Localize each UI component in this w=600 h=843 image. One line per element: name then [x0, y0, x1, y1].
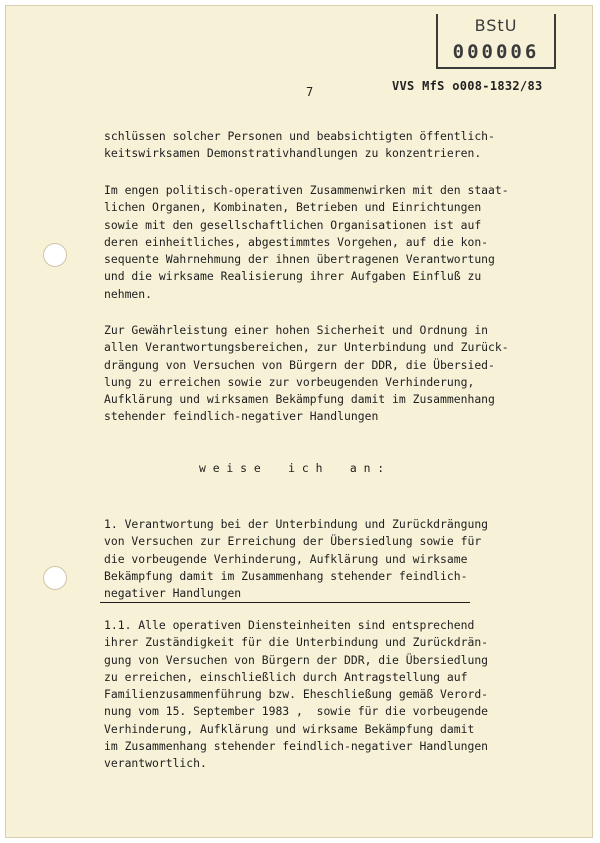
- archive-stamp: [436, 14, 556, 69]
- paragraph-2: Im engen politisch-operativen Zusammenwirken mit den staat- lichen Organen, Kombinaten, Betrieben und Einrichtungen sowie mit den gesellschaftlichen Organisationen ist auf deren einheitliches, abgestimmtes Vorgehen, auf die kon- sequente Wahrnehmung der ihnen übertragenen Verantwortung und die wirksame Realisierung ihrer Aufgaben Einfluß zu nehmen.: [104, 183, 509, 301]
- punch-hole-top: [43, 243, 67, 267]
- section-1-heading: 1. Verantwortung bei der Unterbindung und Zurückdrängung von Versuchen zur Erreichung der Übersiedlung sowie für die vorbeugende Verhinderung, Aufklärung und wirksame Bekämpfung damit im Zusammenhang stehender feindlich- negativer Handlungen: [104, 517, 489, 601]
- section-1-1-text: 1.1. Alle operativen Diensteinheiten sind entsprechend ihrer Zuständigkeit für die Unterbindung und Zurückdrän- gung von Versuchen von Bürgern der DDR, die Übersiedlung zu erreichen, einschließlich durch Antragstellung auf Familienzusammenführung bzw. Eheschließung gemäß Verord- nung vom 15. September 1983 , sowie für die vorbeugende Verhinderung, Aufklärung und wirksame Bekämpfung damit im Zusammenhang stehender feindlich-negativer Handlungen verantwortlich.: [104, 618, 489, 771]
- paragraph-1: schlüssen solcher Personen und beabsichtigten öffentlich- keitswirksamen Demonstrativhandlungen zu konzentrieren.: [104, 129, 495, 161]
- instruction-line: w e i s e i c h a n :: [199, 461, 385, 475]
- section-1-underline: [100, 602, 470, 603]
- document-reference: VVS MfS o008-1832/83: [392, 79, 543, 93]
- punch-hole-bottom: [43, 566, 67, 590]
- paragraph-3: Zur Gewährleistung einer hohen Sicherheit und Ordnung in allen Verantwortungsbereichen, zur Unterbindung und Zurück- drängung von Versuchen von Bürgern der DDR, die Übersied- lung zu erreichen sowie zur vorbeugenden Verhinderung, Aufklärung und wirksamen Bekämpfung damit im Zusammenhang stehender feindlich-negativer Handlungen: [104, 323, 509, 424]
- page-number: 7: [306, 85, 314, 99]
- stamp-page-number: 000006: [452, 41, 540, 63]
- document-page: [5, 5, 593, 838]
- stamp-archive-label: BStU: [474, 16, 518, 35]
